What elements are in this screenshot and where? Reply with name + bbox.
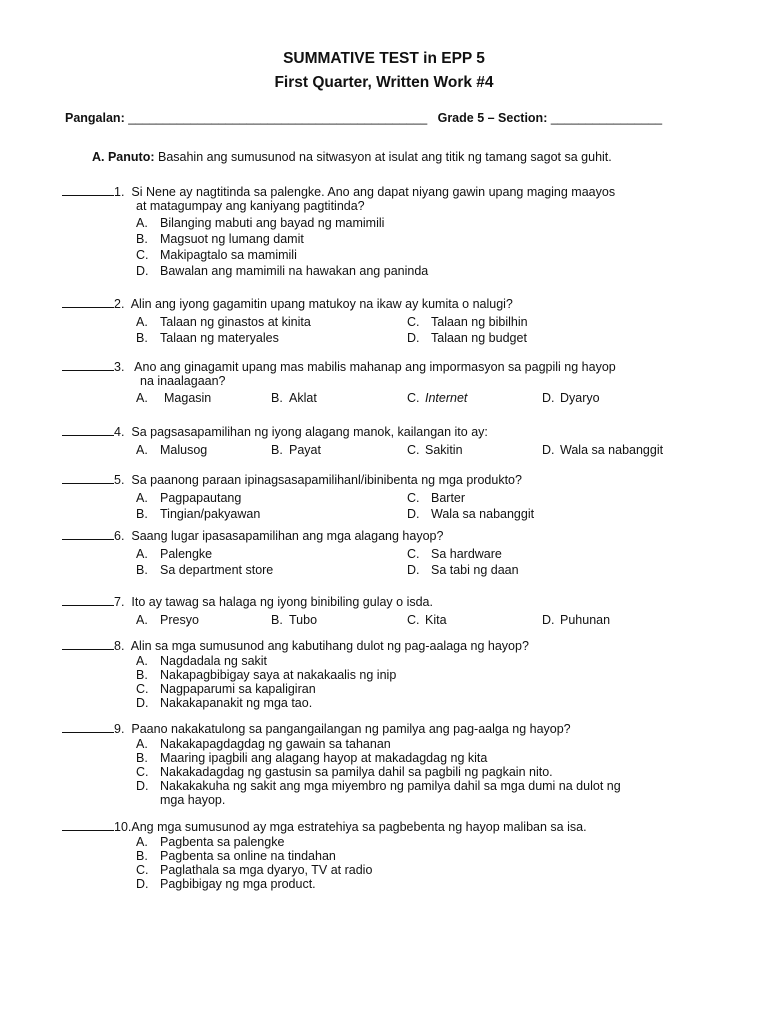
option-d: D. Dyaryo [542,391,600,405]
option-a: A. Talaan ng ginastos at kinita [136,314,311,329]
question-number: 6. [114,529,125,543]
question-number: 1. [114,185,125,199]
option-d-cont: mga hayop. [160,792,226,807]
question-text: Ang mga sumusunod ay mga estratehiya sa pagbebenta ng hayop maliban sa isa. [131,820,587,834]
question-3 [62,359,702,408]
question-5 [62,472,702,524]
answer-blank [62,359,114,371]
option-c: C. Nakakadagdag ng gastusin sa pamilya dahil sa pagbili ng pagkain nito. [136,764,553,779]
option-b: B. Maaring ipagbili ang alagang hayop at makadagdag ng kita [136,750,488,765]
option-c: C. Talaan ng bibilhin [407,314,528,329]
name-blank: ___________________________________________ [128,111,428,125]
question-number: 5. [114,473,125,487]
question-4 [62,424,702,460]
option-a: A. Magasin [136,391,212,405]
question-1 [62,184,702,281]
answer-blank [62,819,114,831]
option-d: D. Talaan ng budget [407,330,527,345]
answer-blank [62,424,114,436]
option-b: B. Nakapagbibigay saya at nakakaalis ng inip [136,667,397,682]
name-grade-line [65,111,662,125]
question-text: Sa paanong paraan ipinagsasapamilihanl/ibinibenta ng mga produkto? [131,473,522,487]
options [62,217,702,281]
option-d: D. Wala sa nabanggit [407,506,535,521]
question-text: Alin sa mga sumusunod ang kabutihang dulot ng pag-aalaga ng hayop? [130,639,529,653]
option-c: C. Makipagtalo sa mamimili [136,248,297,262]
instructions-text: Basahin ang sumusunod na sitwasyon at isulat ang titik ng tamang sagot sa guhit. [157,150,612,164]
options [62,316,702,348]
instructions [92,150,612,164]
options [62,738,702,808]
option-c: C. Paglathala sa mga dyaryo, TV at radio [136,862,373,877]
name-label: Pangalan: [65,111,125,125]
option-b: B. Sa department store [136,562,274,577]
question-text: Sa pagsasapamilihan ng iyong alagang manok, kailangan ito ay: [131,425,488,439]
answer-blank [62,296,114,308]
question-2 [62,296,702,348]
question-text-cont: at matagumpay ang kaniyang pagtitinda? [136,198,365,213]
question-text: Ano ang ginagamit upang mas mabilis mahanap ang impormasyon sa pagpili ng hayop [134,360,616,374]
question-7 [62,594,702,630]
option-c: C. Barter [407,490,466,505]
options [62,655,702,711]
question-text: Paano nakakatulong sa pangangailangan ng pamilya ang pag-aalga ng hayop? [131,722,571,736]
option-b: B. Aklat [271,391,317,405]
answer-blank [62,594,114,606]
question-number: 8. [114,639,125,653]
section-blank: ________________ [550,111,663,125]
option-c: C. Internet [407,391,468,405]
question-number: 3. [114,360,125,374]
option-a: A. Palengke [136,546,213,561]
question-text-cont: na inaalagaan? [140,373,226,388]
instructions-label: A. Panuto: [92,150,155,164]
option-b: B. Tingian/pakyawan [136,506,261,521]
option-a: A. Nakakapagdagdag ng gawain sa tahanan [136,736,391,751]
option-c: C. Sakitin [407,442,463,457]
option-d: D. Pagbibigay ng mga product. [136,876,316,891]
option-d: D. Puhunan [542,612,611,627]
option-c: C. Nagpaparumi sa kapaligiran [136,681,316,696]
question-8 [62,638,702,711]
option-c: C. Kita [407,612,447,627]
option-d: D. Sa tabi ng daan [407,562,519,577]
option-a: A. Pagpapautang [136,490,242,505]
question-number: 9. [114,722,125,736]
answer-blank [62,472,114,484]
question-6 [62,528,702,580]
question-9 [62,721,702,808]
option-d: D. Bawalan ang mamimili na hawakan ang paninda [136,264,429,278]
options [62,836,702,892]
options [62,614,702,630]
option-a: A. Pagbenta sa palengke [136,834,285,849]
test-subtitle: First Quarter, Written Work #4 [274,74,494,91]
question-text: Ito ay tawag sa halaga ng iyong binibiling gulay o isda. [131,595,433,609]
answer-blank [62,184,114,196]
options [62,548,702,580]
option-d: D. Nakakapanakit ng mga tao. [136,695,313,710]
question-text: Si Nene ay nagtitinda sa palengke. Ano ang dapat niyang gawin upang maging maayos [131,185,616,199]
option-a: A. Presyo [136,612,199,627]
grade-section-label: Grade 5 – Section: [437,111,548,125]
answer-blank [62,638,114,650]
test-title: SUMMATIVE TEST in EPP 5 [283,50,485,67]
options [62,492,702,524]
answer-blank [62,528,114,540]
option-b: B. Pagbenta sa online na tindahan [136,848,336,863]
question-10 [62,819,702,892]
option-d: D. Nakakakuha ng sakit ang mga miyembro ng pamilya dahil sa mga dumi na dulot ng [136,778,621,793]
option-c: C. Sa hardware [407,546,502,561]
option-b: B. Talaan ng materyales [136,330,279,345]
option-a: A. Nagdadala ng sakit [136,653,268,668]
option-b: B. Tubo [271,612,318,627]
option-d: D. Wala sa nabanggit [542,442,664,457]
question-number: 2. [114,297,125,311]
question-text: Alin ang iyong gagamitin upang matukoy na ikaw ay kumita o nalugi? [130,297,513,311]
options [62,444,702,460]
options [62,392,702,408]
option-a: A. Bilanging mabuti ang bayad ng mamimili [136,216,385,230]
question-number: 4. [114,425,125,439]
answer-blank [62,721,114,733]
question-text: Saang lugar ipasasapamilihan ang mga alagang hayop? [131,529,444,543]
question-number: 7. [114,595,125,609]
option-b: B. Payat [271,442,321,457]
option-a: A. Malusog [136,442,208,457]
question-number: 10. [114,820,132,834]
option-b: B. Magsuot ng lumang damit [136,232,304,246]
